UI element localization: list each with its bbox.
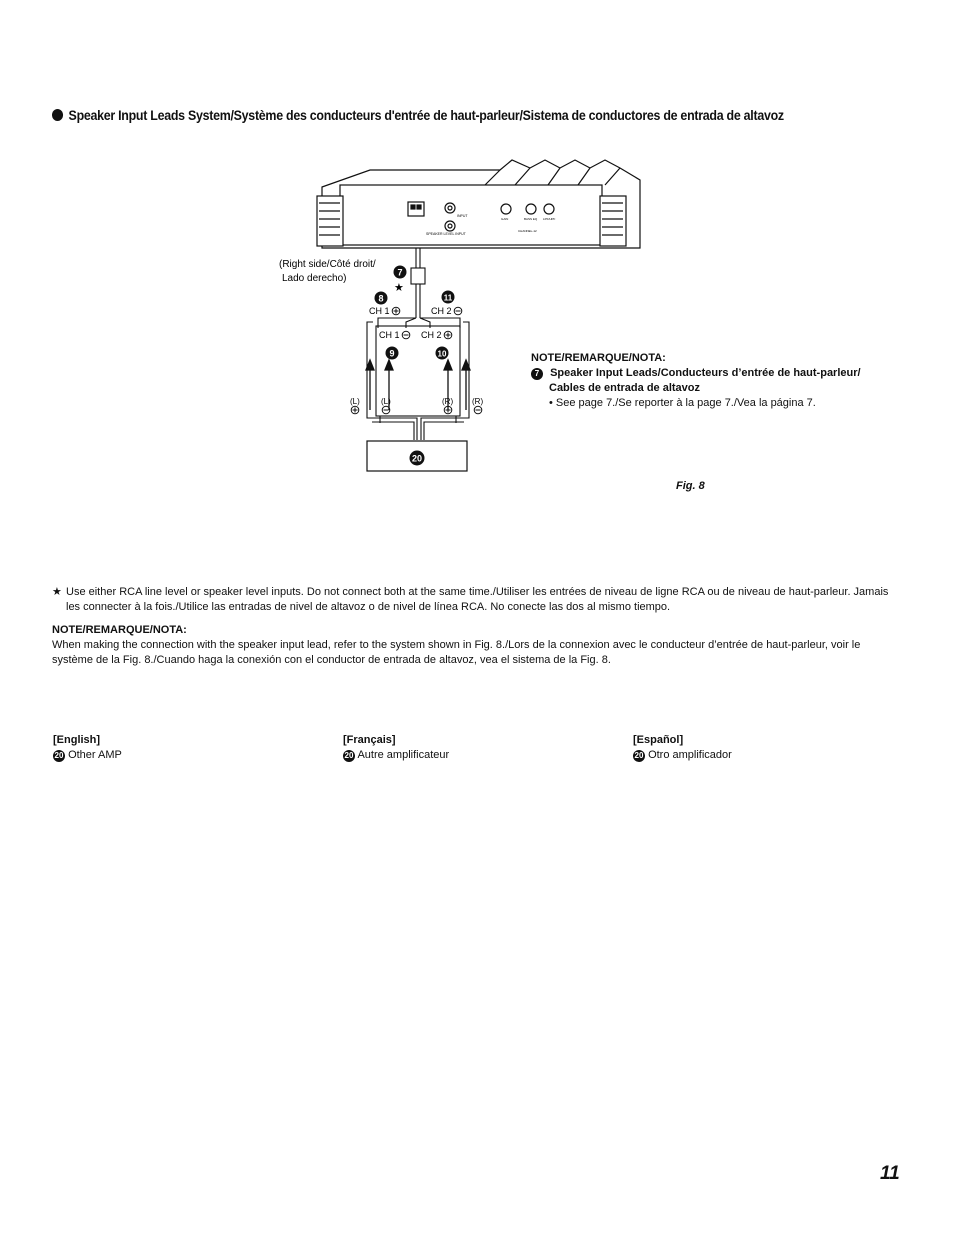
minus-icon — [454, 307, 462, 315]
amp-speaker-label: SPEAKER LEVEL INPUT — [426, 232, 466, 236]
callout-7-icon: 7 — [531, 368, 543, 380]
callout-8 — [375, 292, 388, 305]
label-ch2-plus: CH 2 — [421, 330, 442, 340]
callout-10 — [436, 347, 449, 360]
star-icon: ★ — [52, 586, 62, 598]
figure-label: Fig. 8 — [676, 480, 705, 492]
legend-english-item: Other AMP — [68, 749, 122, 761]
plus-icon — [351, 406, 359, 414]
wiring-diagram — [279, 155, 660, 485]
speaker-input-lead — [378, 248, 460, 328]
note-item — [531, 366, 861, 381]
legend-espanol — [633, 733, 732, 763]
callout-9 — [386, 347, 399, 360]
legend-english-title: [English] — [53, 734, 101, 746]
amp-lpf-label: LPF/HPF — [543, 217, 556, 221]
callout-20-icon: 20 — [54, 751, 64, 760]
callout-20-icon: 20 — [344, 751, 354, 760]
label-r-outer: (R) — [472, 397, 484, 406]
star-note — [52, 585, 904, 615]
side-label-line1: (Right side/Côté droit/ — [279, 259, 376, 270]
label-ch2-minus: CH 2 — [431, 306, 452, 316]
svg-text:9: 9 — [389, 348, 395, 359]
connection-note — [52, 623, 904, 668]
star-icon: ★ — [394, 282, 404, 294]
star-note-text: Use either RCA line level or speaker level inputs. Do not connect both at the same time./Utiliser les entrées de niveau de ligne RCA ou de niveau de haut-parleur. Jamais les connecter à la fois./Utilice las entradas de nivel de altavoz o de nivel de línea RCA. No conecte las dos al mismo tiempo. — [66, 586, 889, 613]
amp-input-label: INPUT — [457, 214, 468, 218]
legend-espanol-title: [Español] — [633, 734, 684, 746]
label-ch1-plus: CH 1 — [369, 306, 390, 316]
section-heading — [52, 108, 784, 123]
legend-francais-title: [Français] — [343, 734, 396, 746]
note-title: NOTE/REMARQUE/NOTA: — [531, 352, 666, 364]
legend-espanol-item: Otro amplificador — [648, 749, 732, 761]
note2-title: NOTE/REMARQUE/NOTA: — [52, 624, 187, 636]
note-line2: Cables de entrada de altavoz — [549, 382, 700, 394]
svg-text:20: 20 — [411, 453, 423, 464]
page-number: 11 — [880, 1163, 900, 1184]
callout-20 — [410, 451, 425, 466]
bullet-icon — [52, 109, 63, 121]
minus-icon — [402, 331, 410, 339]
amp-gain-label: GAIN — [501, 217, 509, 221]
plus-icon — [392, 307, 400, 315]
legend-francais-item: Autre amplificateur — [357, 749, 450, 761]
label-l-outer: (L) — [350, 397, 360, 406]
svg-text:11: 11 — [443, 293, 453, 303]
label-l-inner: (L) — [381, 397, 391, 406]
label-ch1-minus: CH 1 — [379, 330, 400, 340]
note-line3: • See page 7./Se reporter à la page 7./Vea la página 7. — [549, 397, 816, 409]
plus-icon — [444, 331, 452, 339]
heading-text: Speaker Input Leads System/Système des conducteurs d'entrée de haut-parleur/Sistema de conductores de entrada de altavoz — [68, 108, 784, 123]
minus-icon — [474, 406, 482, 414]
legend-francais — [343, 733, 449, 763]
amp-channel-label: CHANNEL-12 — [518, 229, 537, 233]
legend-english — [53, 733, 122, 763]
svg-text:7: 7 — [397, 267, 403, 278]
callout-7 — [394, 266, 407, 279]
note2-text: When making the connection with the speaker input lead, refer to the system shown in Fig. 8./Lors de la connexion avec le conducteur d’entrée de haut-parleur, voir le système de la Fig. 8./Cuando haga la conexión con el conductor de entrada de altavoz, vea el sistema de la Fig. 8. — [52, 639, 861, 666]
callout-11 — [442, 291, 455, 304]
amplifier-illustration — [317, 160, 640, 248]
amp-bass-label: BASS EQ — [524, 217, 538, 221]
svg-text:10: 10 — [437, 349, 447, 359]
figure-note — [531, 351, 861, 411]
label-r-inner: (R) — [442, 397, 454, 406]
callout-20-icon: 20 — [634, 751, 644, 760]
side-label-line2: Lado derecho) — [282, 273, 347, 284]
note-line1: Speaker Input Leads/Conducteurs d’entrée de haut-parleur/ — [550, 367, 861, 379]
svg-text:8: 8 — [378, 293, 384, 304]
